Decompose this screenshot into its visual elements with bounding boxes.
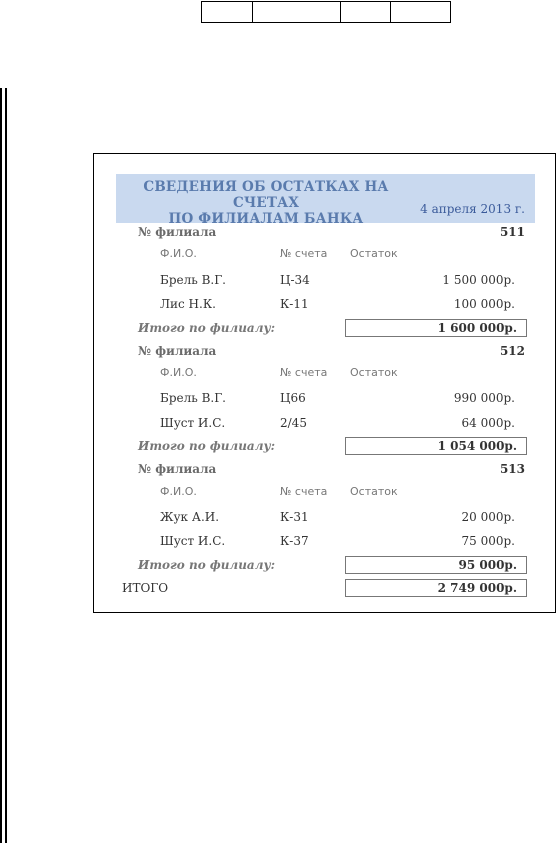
- row-balance: 64 000р.: [461, 416, 515, 430]
- column-header-account: № счета: [280, 485, 328, 498]
- column-header-balance: Остаток: [350, 485, 398, 498]
- report-title: [116, 179, 416, 227]
- table-row: [94, 388, 555, 408]
- grand-total-value: 2 749 000р.: [345, 579, 527, 597]
- table-row: [94, 294, 555, 314]
- row-name: Брель В.Г.: [160, 391, 226, 405]
- row-name: Брель В.Г.: [160, 273, 226, 287]
- column-header-balance: Остаток: [350, 247, 398, 260]
- row-name: Шуст И.С.: [160, 416, 226, 430]
- branch-header: [94, 341, 555, 361]
- column-header-account: № счета: [280, 366, 328, 379]
- subtotal-row: [94, 318, 555, 338]
- subtotal-value: 1 600 000р.: [345, 319, 527, 337]
- margin-line: [5, 88, 7, 843]
- subtotal-row: [94, 555, 555, 575]
- row-account: 2/45: [280, 416, 307, 430]
- column-header-name: Ф.И.О.: [160, 366, 197, 379]
- row-account: Ц66: [280, 391, 306, 405]
- column-headers: [94, 363, 555, 383]
- column-header-name: Ф.И.О.: [160, 247, 197, 260]
- subtotal-value: 95 000р.: [345, 556, 527, 574]
- top-table-cell: [202, 2, 253, 22]
- row-balance: 75 000р.: [461, 534, 515, 548]
- column-headers: [94, 482, 555, 502]
- row-balance: 1 500 000р.: [442, 273, 515, 287]
- branch-number: 513: [499, 462, 525, 476]
- subtotal-label: Итого по филиалу:: [138, 439, 276, 453]
- margin-line: [0, 88, 2, 843]
- row-balance: 990 000р.: [453, 391, 515, 405]
- report-title-line1: СВЕДЕНИЯ ОБ ОСТАТКАХ НА СЧЕТАХ: [143, 179, 389, 211]
- row-account: К-37: [280, 534, 309, 548]
- top-table-cell: [253, 2, 341, 22]
- top-table-cell: [341, 2, 391, 22]
- report-frame: [93, 153, 556, 613]
- row-name: Жук А.И.: [160, 510, 220, 524]
- branch-header: [94, 222, 555, 242]
- row-account: К-11: [280, 297, 309, 311]
- subtotal-row: [94, 436, 555, 456]
- column-header-account: № счета: [280, 247, 328, 260]
- top-table: [201, 1, 451, 23]
- row-name: Шуст И.С.: [160, 534, 226, 548]
- column-header-name: Ф.И.О.: [160, 485, 197, 498]
- row-account: Ц-34: [280, 273, 310, 287]
- subtotal-value: 1 054 000р.: [345, 437, 527, 455]
- column-header-balance: Остаток: [350, 366, 398, 379]
- branch-header: [94, 459, 555, 479]
- top-table-cell: [391, 2, 450, 22]
- row-balance: 100 000р.: [453, 297, 515, 311]
- column-headers: [94, 244, 555, 264]
- branch-number: 512: [499, 344, 525, 358]
- grand-total-label: ИТОГО: [122, 581, 169, 595]
- report-date: 4 апреля 2013 г.: [420, 202, 525, 216]
- row-name: Лис Н.К.: [160, 297, 216, 311]
- subtotal-label: Итого по филиалу:: [138, 321, 276, 335]
- branch-number: 511: [499, 225, 525, 239]
- subtotal-label: Итого по филиалу:: [138, 558, 276, 572]
- branch-label: № филиала: [138, 462, 217, 476]
- report-header: [116, 174, 535, 227]
- table-row: [94, 413, 555, 433]
- table-row: [94, 531, 555, 551]
- table-row: [94, 507, 555, 527]
- branch-label: № филиала: [138, 344, 217, 358]
- branch-label: № филиала: [138, 225, 217, 239]
- row-account: К-31: [280, 510, 309, 524]
- grand-total-row: [94, 578, 555, 598]
- report-title-line2: ПО ФИЛИАЛАМ БАНКА: [168, 211, 364, 227]
- row-balance: 20 000р.: [461, 510, 515, 524]
- table-row: [94, 270, 555, 290]
